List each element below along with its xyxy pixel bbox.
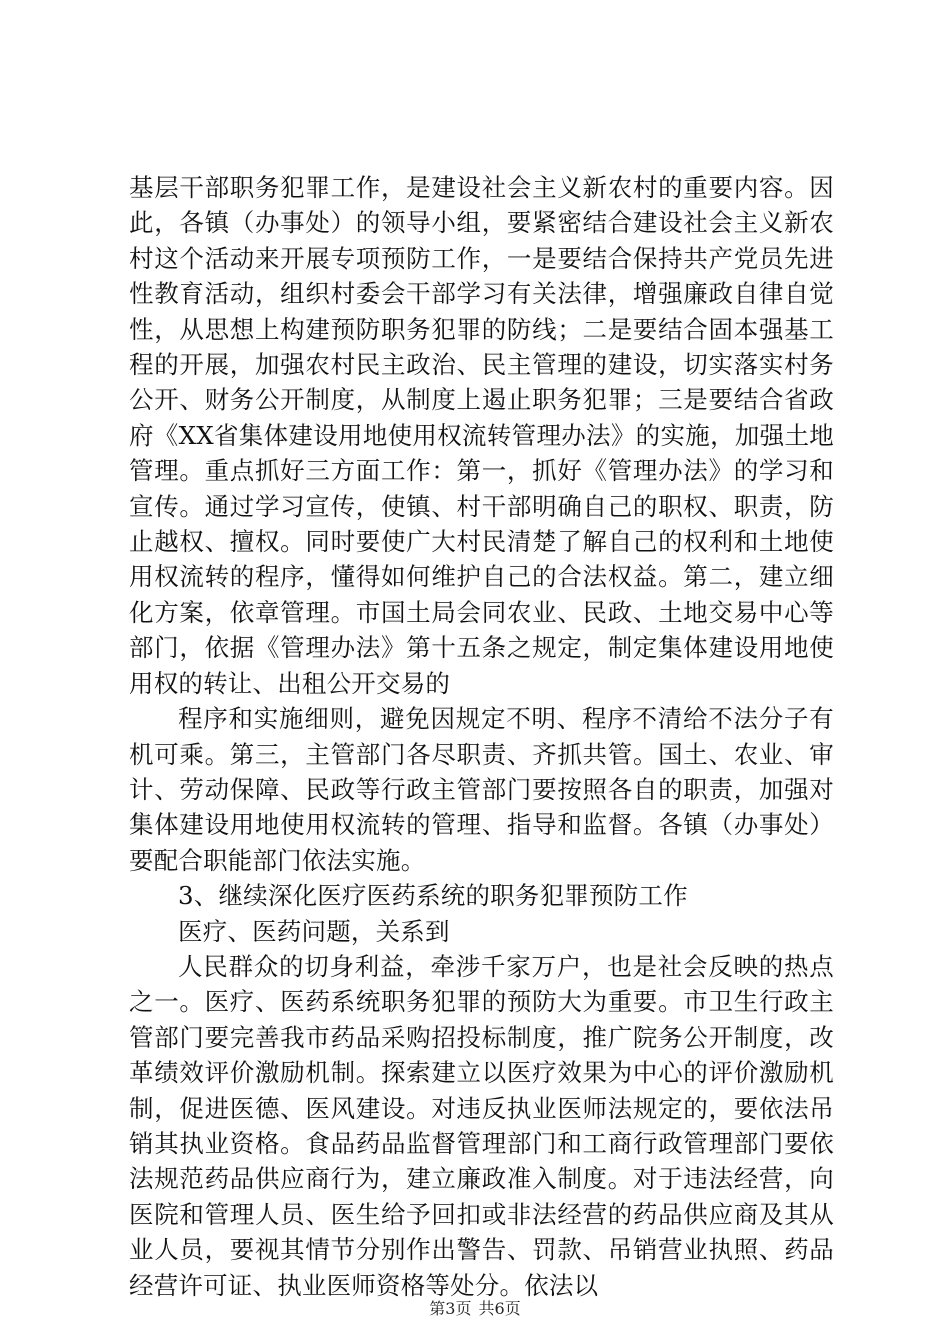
page-number-current: 第3页 bbox=[429, 1299, 472, 1318]
paragraph-1: 基层干部职务犯罪工作，是建设社会主义新农村的重要内容。因此，各镇（办事处）的领导小组，要紧密结合建设社会主义新农村这个活动来开展专项预防工作，一是要结合保持共产党员先进性教育活动，组织村委会干部学习有关法律，增强廉政自律自觉性，从思想上构建预防职务犯罪的防线；二是要结合固本强基工程的开展，加强农村民主政治、民主管理的建设，切实落实村务公开、财务公开制度，从制度上遏止职务犯罪；三是要结合省政府《XX省集体建设用地使用权流转管理办法》的实施，加强土地管理。重点抓好三方面工作：第一，抓好《管理办法》的学习和宣传。通过学习宣传，使镇、村干部明确自己的职权、职责，防止越权、擅权。同时要使广大村民清楚了解自己的权利和土地使用权流转的程序，懂得如何维护自己的合法权益。第二，建立细化方案，依章管理。市国土局会同农业、民政、土地交易中心等部门，依据《管理办法》第十五条之规定，制定集体建设用地使用权的转让、出租公开交易的 bbox=[129, 173, 834, 698]
page-footer bbox=[0, 1299, 950, 1319]
paragraph-5: 人民群众的切身利益，牵涉千家万户，也是社会反映的热点之一。医疗、医药系统职务犯罪的预防大为重要。市卫生行政主管部门要完善我市药品采购招投标制度，推广院务公开制度，改革绩效评价激励机制。探索建立以医疗效果为中心的评价激励机制，促进医德、医风建设。对违反执业医师法规定的，要依法吊销其执业资格。食品药品监督管理部门和工商行政管理部门要依法规范药品供应商行为，建立廉政准入制度。对于违法经营，向医院和管理人员、医生给予回扣或非法经营的药品供应商及其从业人员，要视其情节分别作出警告、罚款、吊销营业执照、药品经营许可证、执业医师资格等处分。依法以 bbox=[129, 951, 834, 1300]
page-number-total: 共6页 bbox=[478, 1299, 521, 1318]
document-body bbox=[129, 170, 834, 1303]
section-heading-3: 3、继续深化医疗医药系统的职务犯罪预防工作 bbox=[178, 881, 688, 911]
paragraph-4: 医疗、医药问题，关系到 bbox=[178, 916, 450, 946]
paragraph-2: 程序和实施细则，避免因规定不明、程序不清给不法分子有机可乘。第三，主管部门各尽职责、齐抓共管。国土、农业、审计、劳动保障、民政等行政主管部门要按照各自的职责，加强对集体建设用地使用权流转的管理、指导和监督。各镇（办事处）要配合职能部门依法实施。 bbox=[129, 704, 834, 875]
